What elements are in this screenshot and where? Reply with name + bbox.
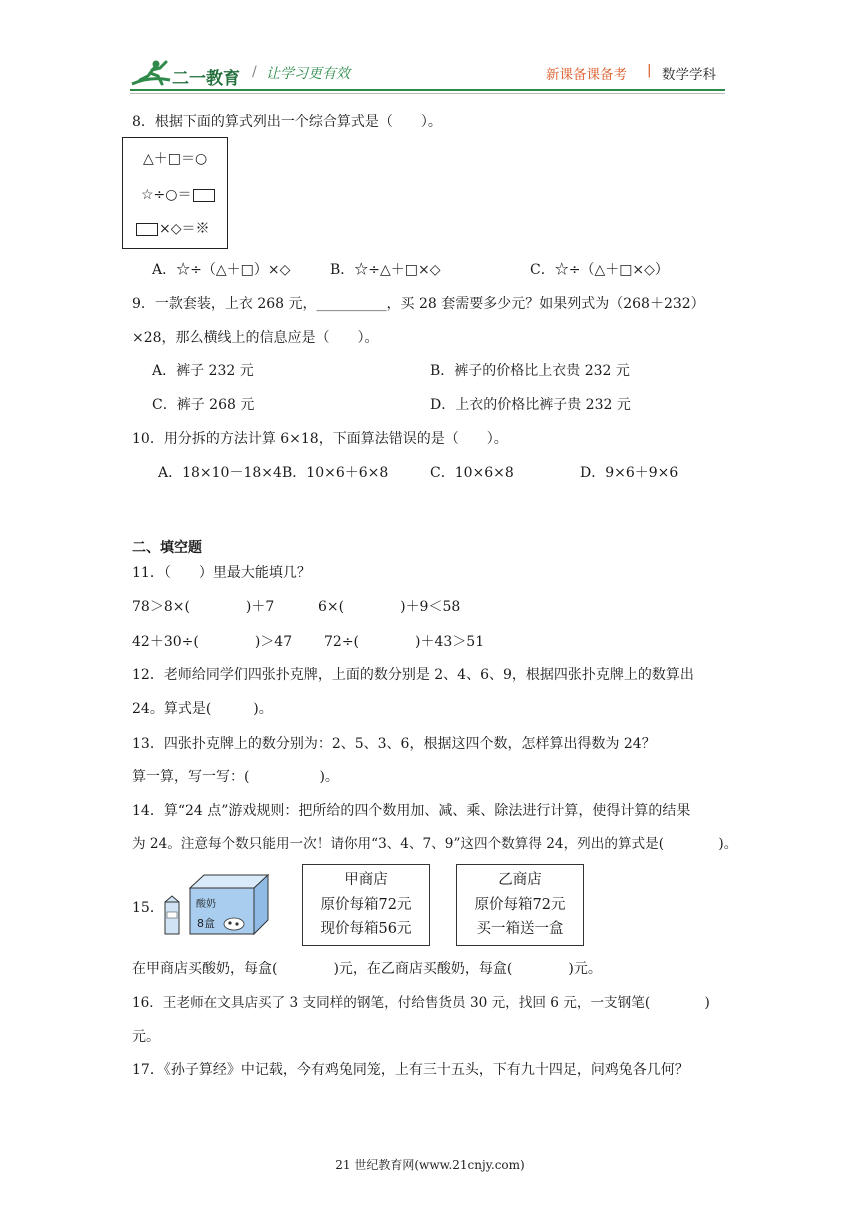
rectangle-symbol-icon	[193, 189, 215, 202]
header-slogan: 让学习更有效	[266, 66, 350, 82]
q10-option-d[interactable]: D．9×6＋9×6	[580, 465, 679, 481]
header-subject: 数学学科	[662, 67, 716, 83]
q8-option-a[interactable]: A．☆÷（△＋□）×◇	[152, 262, 291, 278]
q16-line1[interactable]: 16．王老师在文具店买了 3 支同样的钢笔，付给售货员 30 元，找回 6 元，一支钢笔( )	[132, 995, 710, 1011]
q15-number: 15．	[132, 900, 164, 916]
q17-line1: 17．《孙子算经》中记载，今有鸡兔同笼，上有三十五头，下有九十四足，问鸡兔各几何？	[132, 1062, 689, 1078]
milk-carton-icon	[162, 894, 182, 936]
store-a-name: 甲商店	[344, 872, 388, 888]
q11-stem: 11．（ ）里最大能填几？	[132, 565, 311, 581]
q10-option-c[interactable]: C．10×6×8	[430, 465, 514, 481]
q11-item-1[interactable]: 78＞8×( )＋7	[132, 599, 275, 615]
q12-line1: 12．老师给同学们四张扑克牌，上面的数分别是 2、4、6、9，根据四张扑克牌上的数算出	[132, 667, 694, 683]
q14-line2[interactable]: 为 24。注意每个数只能用一次！请你用“3、4、7、9”这四个数算得 24，列出的算式是( )。	[132, 836, 738, 852]
runner-logo-icon	[130, 58, 172, 88]
store-a-current-price: 现价每箱56元	[320, 921, 412, 937]
q10-stem: 10．用分拆的方法计算 6×18，下面算法错误的是（ ）。	[132, 431, 508, 447]
q11-item-4[interactable]: 72÷( )＋43＞51	[324, 634, 485, 650]
q13-line2[interactable]: 算一算，写一写：( )。	[132, 769, 339, 785]
q13-line1: 13．四张扑克牌上的数分别为：2、5、3、6，根据这四个数，怎样算出得数为 24？	[132, 736, 656, 752]
q8-equation-2	[141, 186, 216, 204]
store-b-card	[456, 864, 584, 946]
store-b-original-price: 原价每箱72元	[474, 897, 566, 913]
header-right-label: 新课备课备考	[546, 67, 627, 83]
q8-stem: 8．根据下面的算式列出一个综合算式是（ ）。	[132, 114, 442, 130]
q8-equation-2-text: ☆÷○＝	[141, 187, 192, 203]
header-rule-thin	[130, 93, 725, 94]
q8-option-c[interactable]: C．☆÷（△＋□×◇）	[530, 262, 669, 278]
q8-equation-box	[122, 137, 228, 249]
q11-item-3[interactable]: 42＋30÷( )＞47	[132, 634, 293, 650]
q9-option-c[interactable]: C．裤子 268 元	[152, 397, 255, 413]
store-a-original-price: 原价每箱72元	[320, 897, 412, 913]
logo-text: 二一教育	[172, 69, 240, 89]
q10-option-a[interactable]: A．18×10－18×4	[158, 465, 282, 481]
q8-equation-1: △＋□＝○	[143, 151, 208, 167]
q8-option-b[interactable]: B．☆÷△＋□×◇	[330, 262, 441, 278]
q16-line2: 元。	[132, 1029, 160, 1045]
q9-option-b[interactable]: B．裤子的价格比上衣贵 232 元	[430, 363, 630, 379]
header-separator: |	[647, 62, 652, 78]
q9-stem-line1: 9．一款套装，上衣 268 元，__________，买 28 套需要多少元？如果列式为（268＋232）	[132, 296, 705, 312]
q14-line1: 14．算“24 点”游戏规则：把所给的四个数用加、减、乘、除法进行计算，使得计算的结果	[132, 803, 691, 819]
yogurt-box-count: 8盒	[197, 917, 215, 930]
rectangle-symbol-icon	[136, 223, 158, 236]
q9-stem-line2: ×28，那么横线上的信息应是（ ）。	[132, 330, 379, 346]
q8-equation-3-text: ×◇＝※	[159, 221, 210, 237]
q9-option-d[interactable]: D．上衣的价格比裤子贵 232 元	[430, 397, 631, 413]
header-rule	[130, 89, 725, 91]
section-title: 二、填空题	[132, 540, 202, 556]
q9-option-a[interactable]: A．裤子 232 元	[152, 363, 254, 379]
q8-equation-3	[135, 220, 210, 238]
q11-item-2[interactable]: 6×( )＋9＜58	[318, 599, 461, 615]
q15-answer-line[interactable]: 在甲商店买酸奶，每盒( )元，在乙商店买酸奶，每盒( )元。	[132, 961, 602, 977]
store-b-promotion: 买一箱送一盒	[476, 921, 564, 937]
page-footer: 21 世纪教育网(www.21cnjy.com)	[335, 1158, 525, 1172]
header-slash: /	[252, 64, 257, 80]
q10-option-b[interactable]: B．10×6＋6×8	[282, 465, 389, 481]
store-a-card	[302, 864, 430, 946]
store-b-name: 乙商店	[498, 872, 542, 888]
yogurt-box-label: 酸奶	[196, 899, 216, 910]
q12-line2[interactable]: 24。算式是( )。	[132, 701, 273, 717]
